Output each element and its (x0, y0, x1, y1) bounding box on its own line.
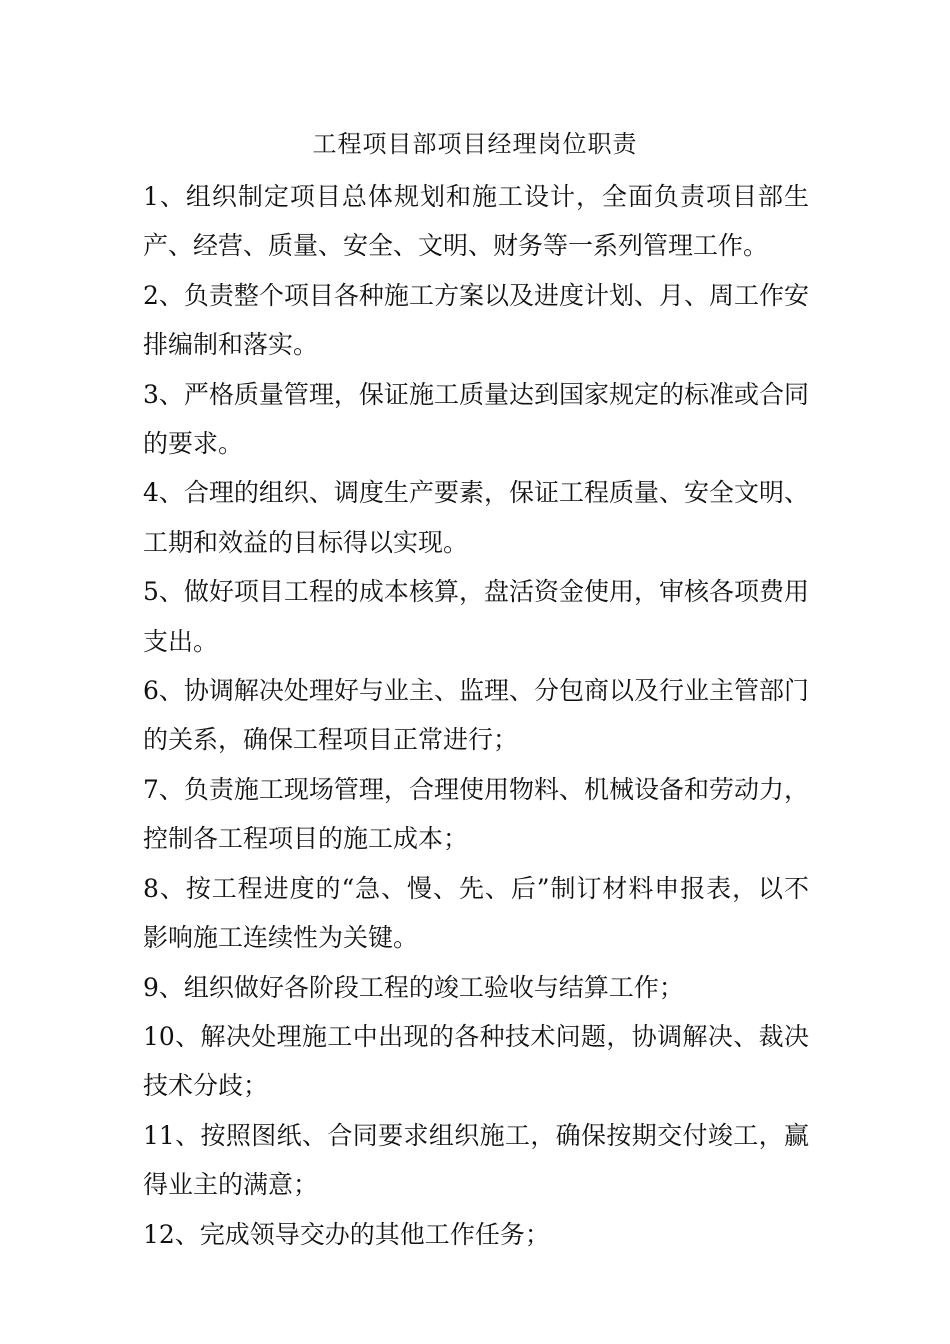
list-item: 12、完成领导交办的其他工作任务； (143, 1219, 550, 1249)
list-item: 9、组织做好各阶段工程的竣工验收与结算工作； (143, 972, 684, 1002)
list-item: 10、解决处理施工中出现的各种技术问题，协调解决、裁决技术分歧； (143, 1021, 809, 1101)
responsibility-list (143, 172, 809, 1259)
list-item: 5、做好项目工程的成本核算，盘活资金使用，审核各项费用支出。 (143, 577, 809, 656)
list-item: 4、合理的组织、调度生产要素，保证工程质量、安全文明、工期和效益的目标得以实现。 (143, 478, 809, 557)
document-title: 工程项目部项目经理岗位职责 (312, 130, 638, 158)
list-item: 7、负责施工现场管理，合理使用物料、机械设备和劳动力，控制各工程项目的施工成本； (143, 774, 809, 854)
list-item: 8、按工程进度的“急、慢、先、后”制订材料申报表，以不影响施工连续性为关键。 (143, 873, 809, 953)
list-item: 2、负责整个项目各种施工方案以及进度计划、月、周工作安排编制和落实。 (143, 280, 809, 360)
list-item: 6、协调解决处理好与业主、监理、分包商以及行业主管部门的关系，确保工程项目正常进行； (143, 676, 809, 755)
list-item: 3、严格质量管理，保证施工质量达到国家规定的标准或合同的要求。 (143, 379, 809, 459)
list-item: 1、组织制定项目总体规划和施工设计，全面负责项目部生产、经营、质量、安全、文明、财务等一系列管理工作。 (143, 182, 809, 261)
list-item: 11、按照图纸、合同要求组织施工，确保按期交付竣工，赢得业主的满意； (143, 1120, 809, 1200)
